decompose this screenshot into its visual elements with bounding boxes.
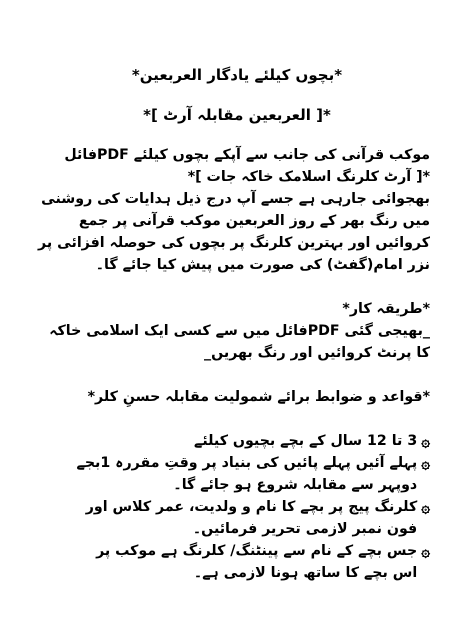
- rule-text: [44, 540, 417, 584]
- rule-line: 3 تا 12 سال کے بچے بچیوں کیلئے: [194, 433, 418, 449]
- method-line: _بھیجی گئی PDFفائل میں سے کسی ایک اسلامی خاکہ: [49, 323, 430, 339]
- intro-line: موکب قرآنی کی جانب سے آپکے بچوں کیلئے PDFفائل: [64, 147, 430, 163]
- rule-item: [44, 452, 430, 496]
- rub-el-hizb-icon: ۞: [421, 432, 430, 450]
- rub-el-hizb-icon: ۞: [421, 542, 430, 560]
- method-heading: *طریقہ کار*: [342, 301, 430, 317]
- method-paragraph: [44, 320, 430, 364]
- rules-list: [44, 430, 430, 584]
- intro-line: کروائیں اور بہترین کلرنگ پر بچوں کی حوصلہ افزائی پر: [38, 235, 430, 251]
- intro-line: نزر امام(گفٹ) کی صورت میں پیش کیا جائے گا۔: [95, 257, 430, 273]
- document-title: *بچوں کیلئے یادگار العربعین*: [131, 66, 343, 84]
- rule-text: [44, 452, 417, 496]
- rule-line: فون نمبر لازمی تحریر فرمائیں۔: [192, 521, 418, 537]
- rule-item: [44, 496, 430, 540]
- rule-line: پہلے آئیں پہلے پائیں کی بنیاد پر وقتِ مقررہ 1بجے: [76, 455, 418, 471]
- rule-line: کلرنگ پیج پر بچے کا نام و ولدیت، عمر کلاس اور: [85, 499, 418, 515]
- rule-item: [44, 430, 430, 452]
- rule-line: اس بچے کا ساتھ ہونا لازمی ہے۔: [193, 565, 418, 581]
- rule-line: دوپہر سے مقابلہ شروع ہو جائے گا۔: [173, 477, 418, 493]
- rule-text: [44, 430, 417, 452]
- intro-paragraph: [38, 144, 430, 276]
- intro-line: بھجوائی جارہی ہے جسے آپ درج ذیل ہدایات کی روشنی: [41, 191, 430, 207]
- rules-heading: *قواعد و ضوابط برائے شمولیت مقابلہ حسنِ کلر*: [87, 389, 430, 405]
- rule-text: [44, 496, 417, 540]
- intro-line: *[ آرٹ کلرنگ اسلامک خاکہ جات ]*: [187, 169, 430, 185]
- rule-line: جس بچے کے نام سے پینٹنگ/ کلرنگ ہے موکب پر: [96, 543, 418, 559]
- rule-item: [44, 540, 430, 584]
- intro-line: میں رنگ بھر کے روز العربعین موکب قرآنی پر جمع: [78, 213, 430, 229]
- document-subtitle: *[ العربعین مقابلہ آرٹ ]*: [143, 106, 331, 124]
- rub-el-hizb-icon: ۞: [421, 498, 430, 516]
- method-line: کا پرنٹ کروائیں اور رنگ بھریں_: [204, 345, 430, 361]
- rub-el-hizb-icon: ۞: [421, 454, 430, 472]
